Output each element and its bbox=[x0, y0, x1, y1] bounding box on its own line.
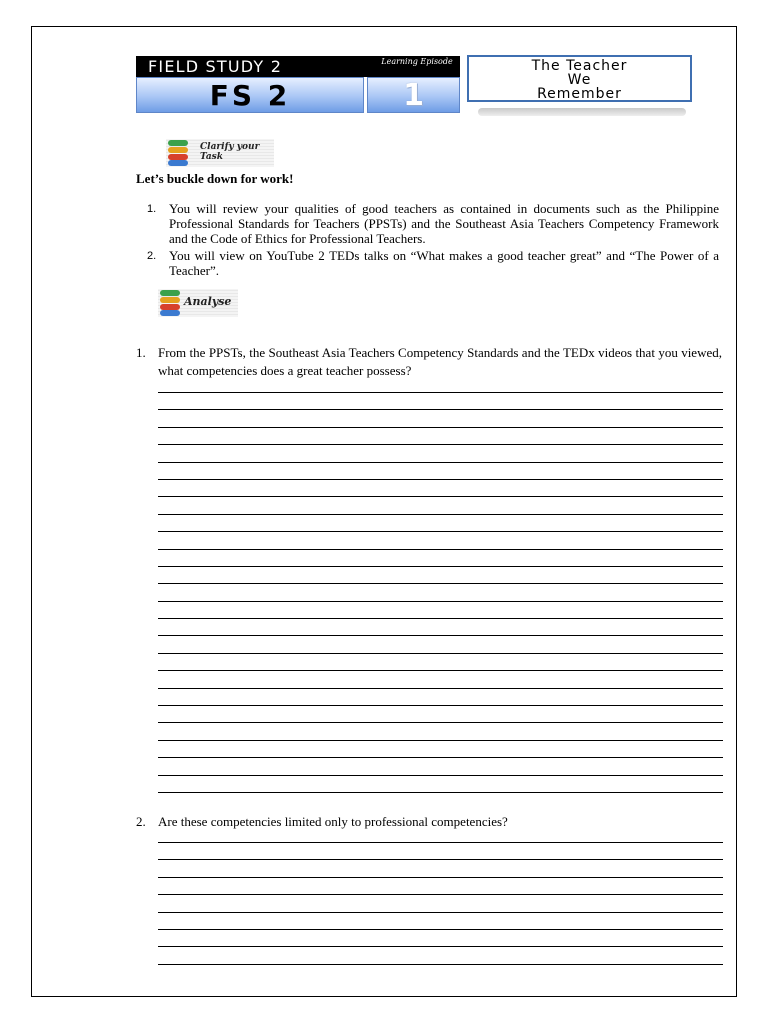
answer-line[interactable] bbox=[158, 705, 723, 706]
task-heading: Let’s buckle down for work! bbox=[136, 171, 294, 186]
answer-line[interactable] bbox=[158, 946, 723, 947]
title-shadow bbox=[478, 108, 686, 116]
task-list bbox=[147, 201, 719, 280]
answer-line[interactable] bbox=[158, 842, 723, 843]
field-study-banner bbox=[136, 56, 460, 113]
episode-title-line: Remember bbox=[537, 86, 622, 102]
answer-line[interactable] bbox=[158, 618, 723, 619]
question-1 bbox=[136, 344, 722, 380]
analyse-badge bbox=[158, 289, 238, 317]
answer-line[interactable] bbox=[158, 792, 723, 793]
answer-line[interactable] bbox=[158, 566, 723, 567]
clarify-task-badge bbox=[166, 139, 274, 167]
question-2 bbox=[136, 813, 722, 831]
stack-icon bbox=[166, 139, 190, 167]
answer-line[interactable] bbox=[158, 549, 723, 550]
question-number: 2. bbox=[136, 814, 146, 829]
answer-line[interactable] bbox=[158, 514, 723, 515]
list-item-number: 2. bbox=[147, 250, 157, 262]
answer-lines-2[interactable] bbox=[158, 842, 723, 981]
answer-line[interactable] bbox=[158, 496, 723, 497]
answer-line[interactable] bbox=[158, 964, 723, 965]
list-item-text: You will review your qualities of good teachers as contained in documents such as the Philippine Professional Standards for Teachers (PPSTs) and the Southeast Asia Teachers Competency Framework and the Code of Ethics for Professional Teachers. bbox=[169, 201, 719, 246]
answer-line[interactable] bbox=[158, 635, 723, 636]
answer-line[interactable] bbox=[158, 859, 723, 860]
episode-title-line: We bbox=[567, 72, 592, 88]
answer-line[interactable] bbox=[158, 444, 723, 445]
analyse-label: Analyse bbox=[184, 295, 232, 308]
answer-lines-1[interactable] bbox=[158, 392, 723, 809]
list-item-number: 1. bbox=[147, 203, 157, 215]
answer-line[interactable] bbox=[158, 531, 723, 532]
course-code: FS 2 bbox=[209, 79, 291, 112]
question-number: 1. bbox=[136, 345, 146, 360]
clarify-task-label: Clarify your Task bbox=[200, 142, 260, 162]
answer-line[interactable] bbox=[158, 722, 723, 723]
stack-icon bbox=[158, 289, 182, 317]
question-text: From the PPSTs, the Southeast Asia Teachers Competency Standards and the TEDx videos that you viewed, what competencies does a great teacher possess? bbox=[158, 345, 722, 378]
list-item bbox=[147, 201, 719, 246]
answer-line[interactable] bbox=[158, 894, 723, 895]
answer-line[interactable] bbox=[158, 427, 723, 428]
answer-line[interactable] bbox=[158, 775, 723, 776]
answer-line[interactable] bbox=[158, 688, 723, 689]
answer-line[interactable] bbox=[158, 583, 723, 584]
episode-number: 1 bbox=[403, 78, 424, 113]
answer-line[interactable] bbox=[158, 757, 723, 758]
list-item-text: You will view on YouTube 2 TEDs talks on “What makes a good teacher great” and “The Power of a Teacher”. bbox=[169, 248, 719, 278]
answer-line[interactable] bbox=[158, 601, 723, 602]
list-item bbox=[147, 248, 719, 278]
answer-line[interactable] bbox=[158, 462, 723, 463]
answer-line[interactable] bbox=[158, 740, 723, 741]
course-title: FIELD STUDY 2 bbox=[148, 57, 283, 76]
answer-line[interactable] bbox=[158, 670, 723, 671]
episode-title-line: The Teacher bbox=[531, 58, 628, 74]
answer-line[interactable] bbox=[158, 653, 723, 654]
answer-line[interactable] bbox=[158, 912, 723, 913]
episode-title bbox=[467, 55, 692, 102]
answer-line[interactable] bbox=[158, 929, 723, 930]
learning-episode-label: Learning Episode bbox=[381, 57, 453, 66]
question-text: Are these competencies limited only to professional competencies? bbox=[158, 814, 508, 829]
answer-line[interactable] bbox=[158, 409, 723, 410]
answer-line[interactable] bbox=[158, 392, 723, 393]
answer-line[interactable] bbox=[158, 479, 723, 480]
answer-line[interactable] bbox=[158, 877, 723, 878]
